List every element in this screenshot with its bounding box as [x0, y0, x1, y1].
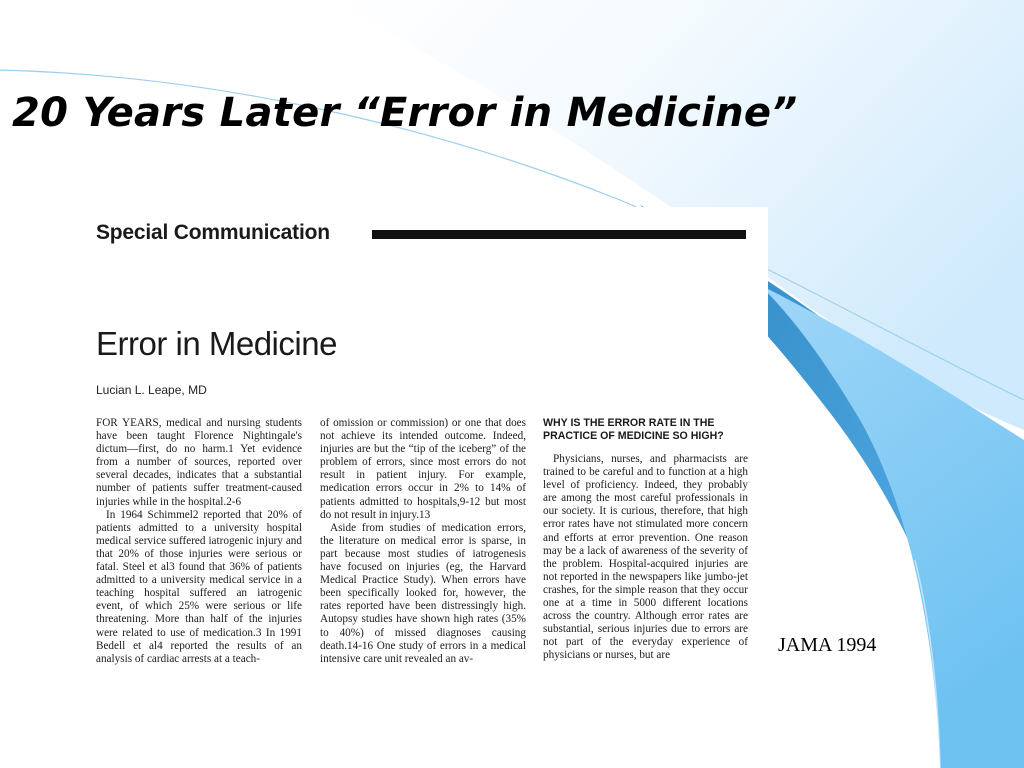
paragraph: Physicians, nurses, and pharmacists are trained to be careful and to function at a high level of proficiency. Indeed, they probably are among the most careful professionals in our society. It is curious, therefore, that high error rates have not stimulated more concern and efforts at error prevention. One reason may be a lack of awareness of the severity of the problem. Hospital-acquired injuries are not reported in the newspapers like jumbo-jet crashes, for the simple reason that they occur one at a time in 5000 different locations across the country. Although error rates are substantial, serious injuries due to errors are not part of the everyday experience of physicians or nurses, but are — [543, 453, 748, 662]
article-byline: Lucian L. Leape, MD — [96, 383, 207, 397]
paragraph: In 1964 Schimmel2 reported that 20% of patients admitted to a university hospital medical service suffered iatrogenic injury and that 20% of those injuries were serious or fatal. Steel et al3 found that 36% of patients admitted to a university medical service in a teaching hospital suffered an iatrogenic event, of which 25% were serious or life threatening. More than half of the injuries were related to use of medication.3 In 1991 Bedell et al4 reported the results of an analysis of cardiac arrests at a teach- — [96, 508, 302, 665]
article-column-3 — [543, 417, 748, 686]
source-caption: JAMA 1994 — [778, 634, 877, 656]
section-heading: WHY IS THE ERROR RATE IN THE PRACTICE OF MEDICINE SO HIGH? — [543, 417, 724, 442]
article-column-1 — [96, 417, 302, 686]
paragraph: Aside from studies of medication errors, the literature on medical error is sparse, in part because most studies of iatrogenesis have focused on injuries (eg, the Harvard Medical Practice Study). When errors have been specifically looked for, however, the rates reported have been distressingly high. Autopsy studies have shown high rates (35% to 40%) of missed diagnoses causing death.14-16 One study of errors in a medical intensive care unit revealed an av- — [320, 521, 526, 665]
paragraph: of omission or commission) or one that does not achieve its intended outcome. Indeed, injuries are but the “tip of the iceberg” of the problem of errors, since most errors do not result in patient injury. For example, medication errors occur in 2% to 14% of patients admitted to hospitals,9-12 but most do not result in injury.13 — [320, 417, 526, 521]
article-title: Error in Medicine — [96, 325, 337, 362]
article-column-2 — [320, 417, 526, 686]
article-header — [96, 221, 746, 249]
article-scan — [84, 207, 768, 686]
section-kicker: Special Communication — [96, 221, 330, 244]
slide-title: 20 Years Later “Error in Medicine” — [12, 90, 798, 136]
header-rule — [372, 230, 746, 239]
paragraph: FOR YEARS, medical and nursing students have been taught Florence Nightingale's dictum—first, do no harm.1 Yet evidence from a number of sources, reported over several decades, indicates that a substantial number of patients suffer treatment-caused injuries while in the hospital.2-6 — [96, 417, 302, 508]
